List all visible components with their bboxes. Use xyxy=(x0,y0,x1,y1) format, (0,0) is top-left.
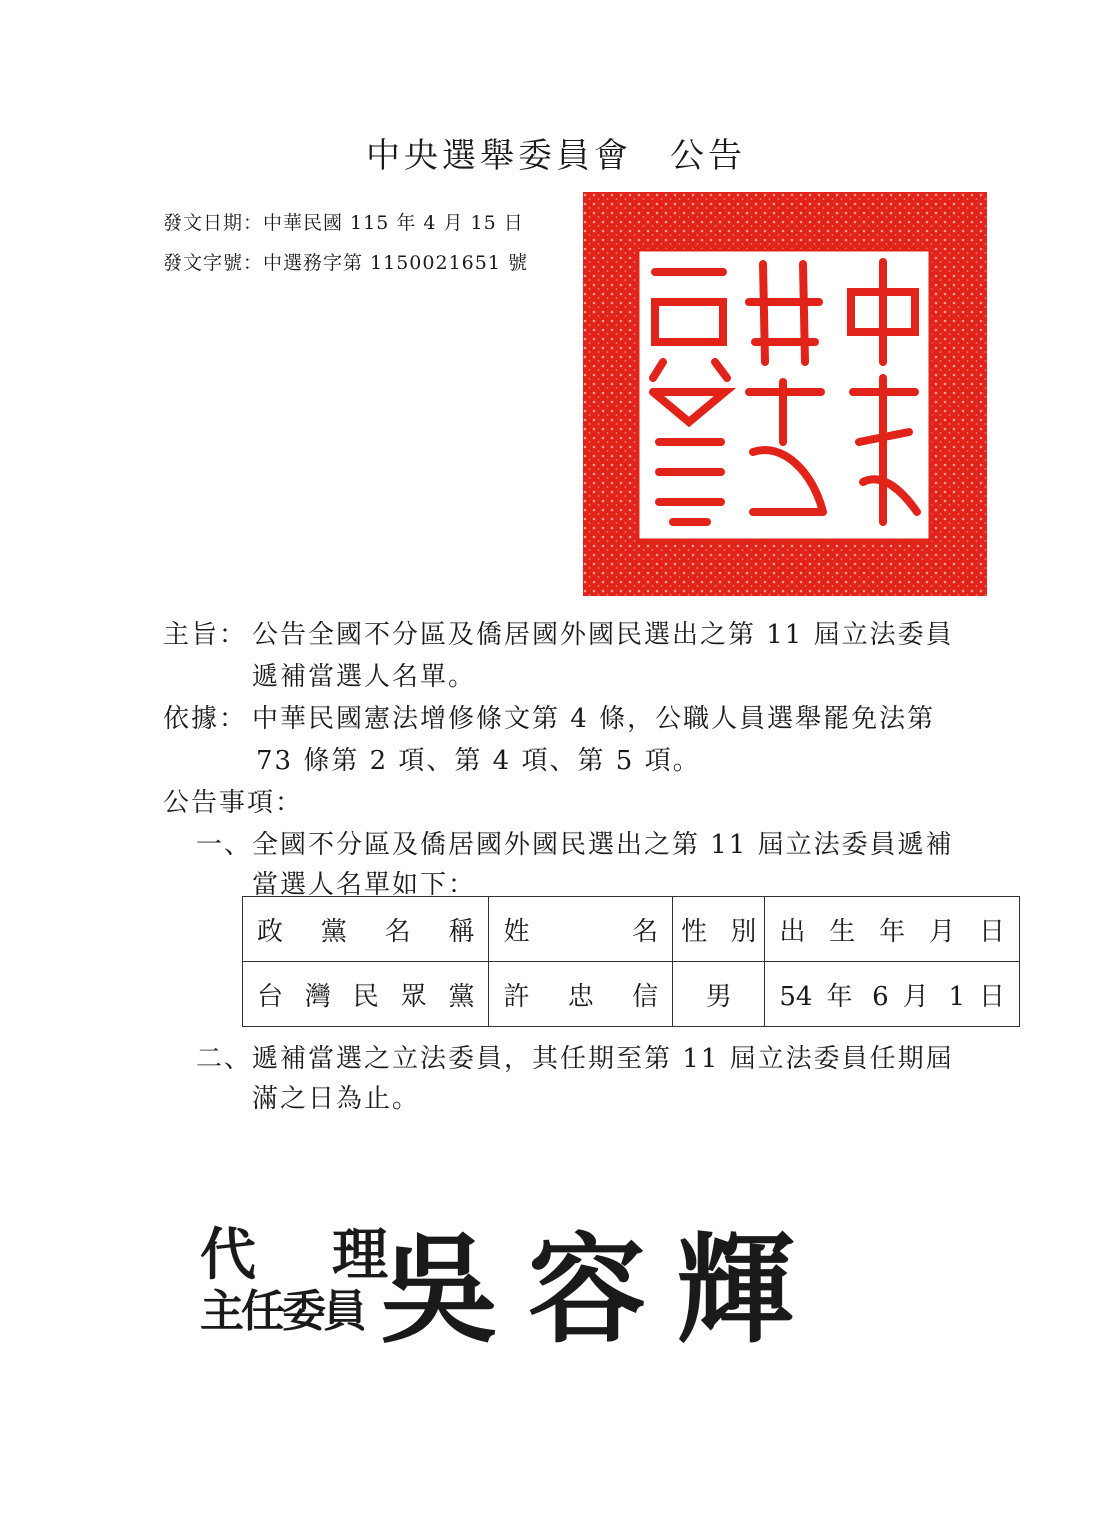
cell-date-of-birth: 54 年 6 月 1 日 xyxy=(765,962,1020,1027)
subject-label: 主旨： xyxy=(163,620,248,650)
signatory-title xyxy=(200,1223,398,1337)
document-number: 發文字號：中選務字第 1150021651 號 xyxy=(163,252,528,274)
basis-text-line2: 73 條第 2 項、第 4 項、第 5 項。 xyxy=(256,746,701,776)
subject-text-line2: 遞補當選人名單。 xyxy=(252,662,477,692)
signatory-name: 吳容輝 xyxy=(380,1220,825,1359)
header-party-name: 政黨名稱 xyxy=(243,897,489,962)
cell-gender: 男 xyxy=(673,962,765,1027)
table-header-row xyxy=(243,897,1020,962)
basis-text-line1: 中華民國憲法增修條文第 4 條，公職人員選舉罷免法第 xyxy=(252,704,936,734)
notice-heading: 公告事項： xyxy=(163,788,304,818)
elected-candidate-table xyxy=(242,896,1020,1027)
notice-item-1-line1: 一、全國不分區及僑居國外國民選出之第 11 屆立法委員遞補 xyxy=(196,830,954,860)
notice-item-2-line1: 二、遞補當選之立法委員，其任期至第 11 屆立法委員任期屆 xyxy=(196,1044,954,1074)
official-seal xyxy=(583,192,987,596)
header-name: 姓名 xyxy=(489,897,673,962)
page-title: 中央選舉委員會 公告 xyxy=(366,136,746,176)
header-gender: 性別 xyxy=(673,897,765,962)
issue-date: 發文日期：中華民國 115 年 4 月 15 日 xyxy=(163,212,524,234)
signatory-title-line1: 代 理 xyxy=(200,1223,398,1288)
notice-item-1-line2: 當選人名單如下： xyxy=(252,870,477,900)
table-row xyxy=(243,962,1020,1027)
cell-name: 許忠信 xyxy=(489,962,673,1027)
subject-text-line1: 公告全國不分區及僑居國外國民選出之第 11 屆立法委員 xyxy=(252,620,954,650)
signatory-title-line2: 主任委員 xyxy=(200,1286,364,1337)
notice-item-2-line2: 滿之日為止。 xyxy=(252,1084,421,1114)
header-date-of-birth: 出生年月日 xyxy=(765,897,1020,962)
cell-party-name: 台灣民眾黨 xyxy=(243,962,489,1027)
basis-label: 依據： xyxy=(163,704,248,734)
